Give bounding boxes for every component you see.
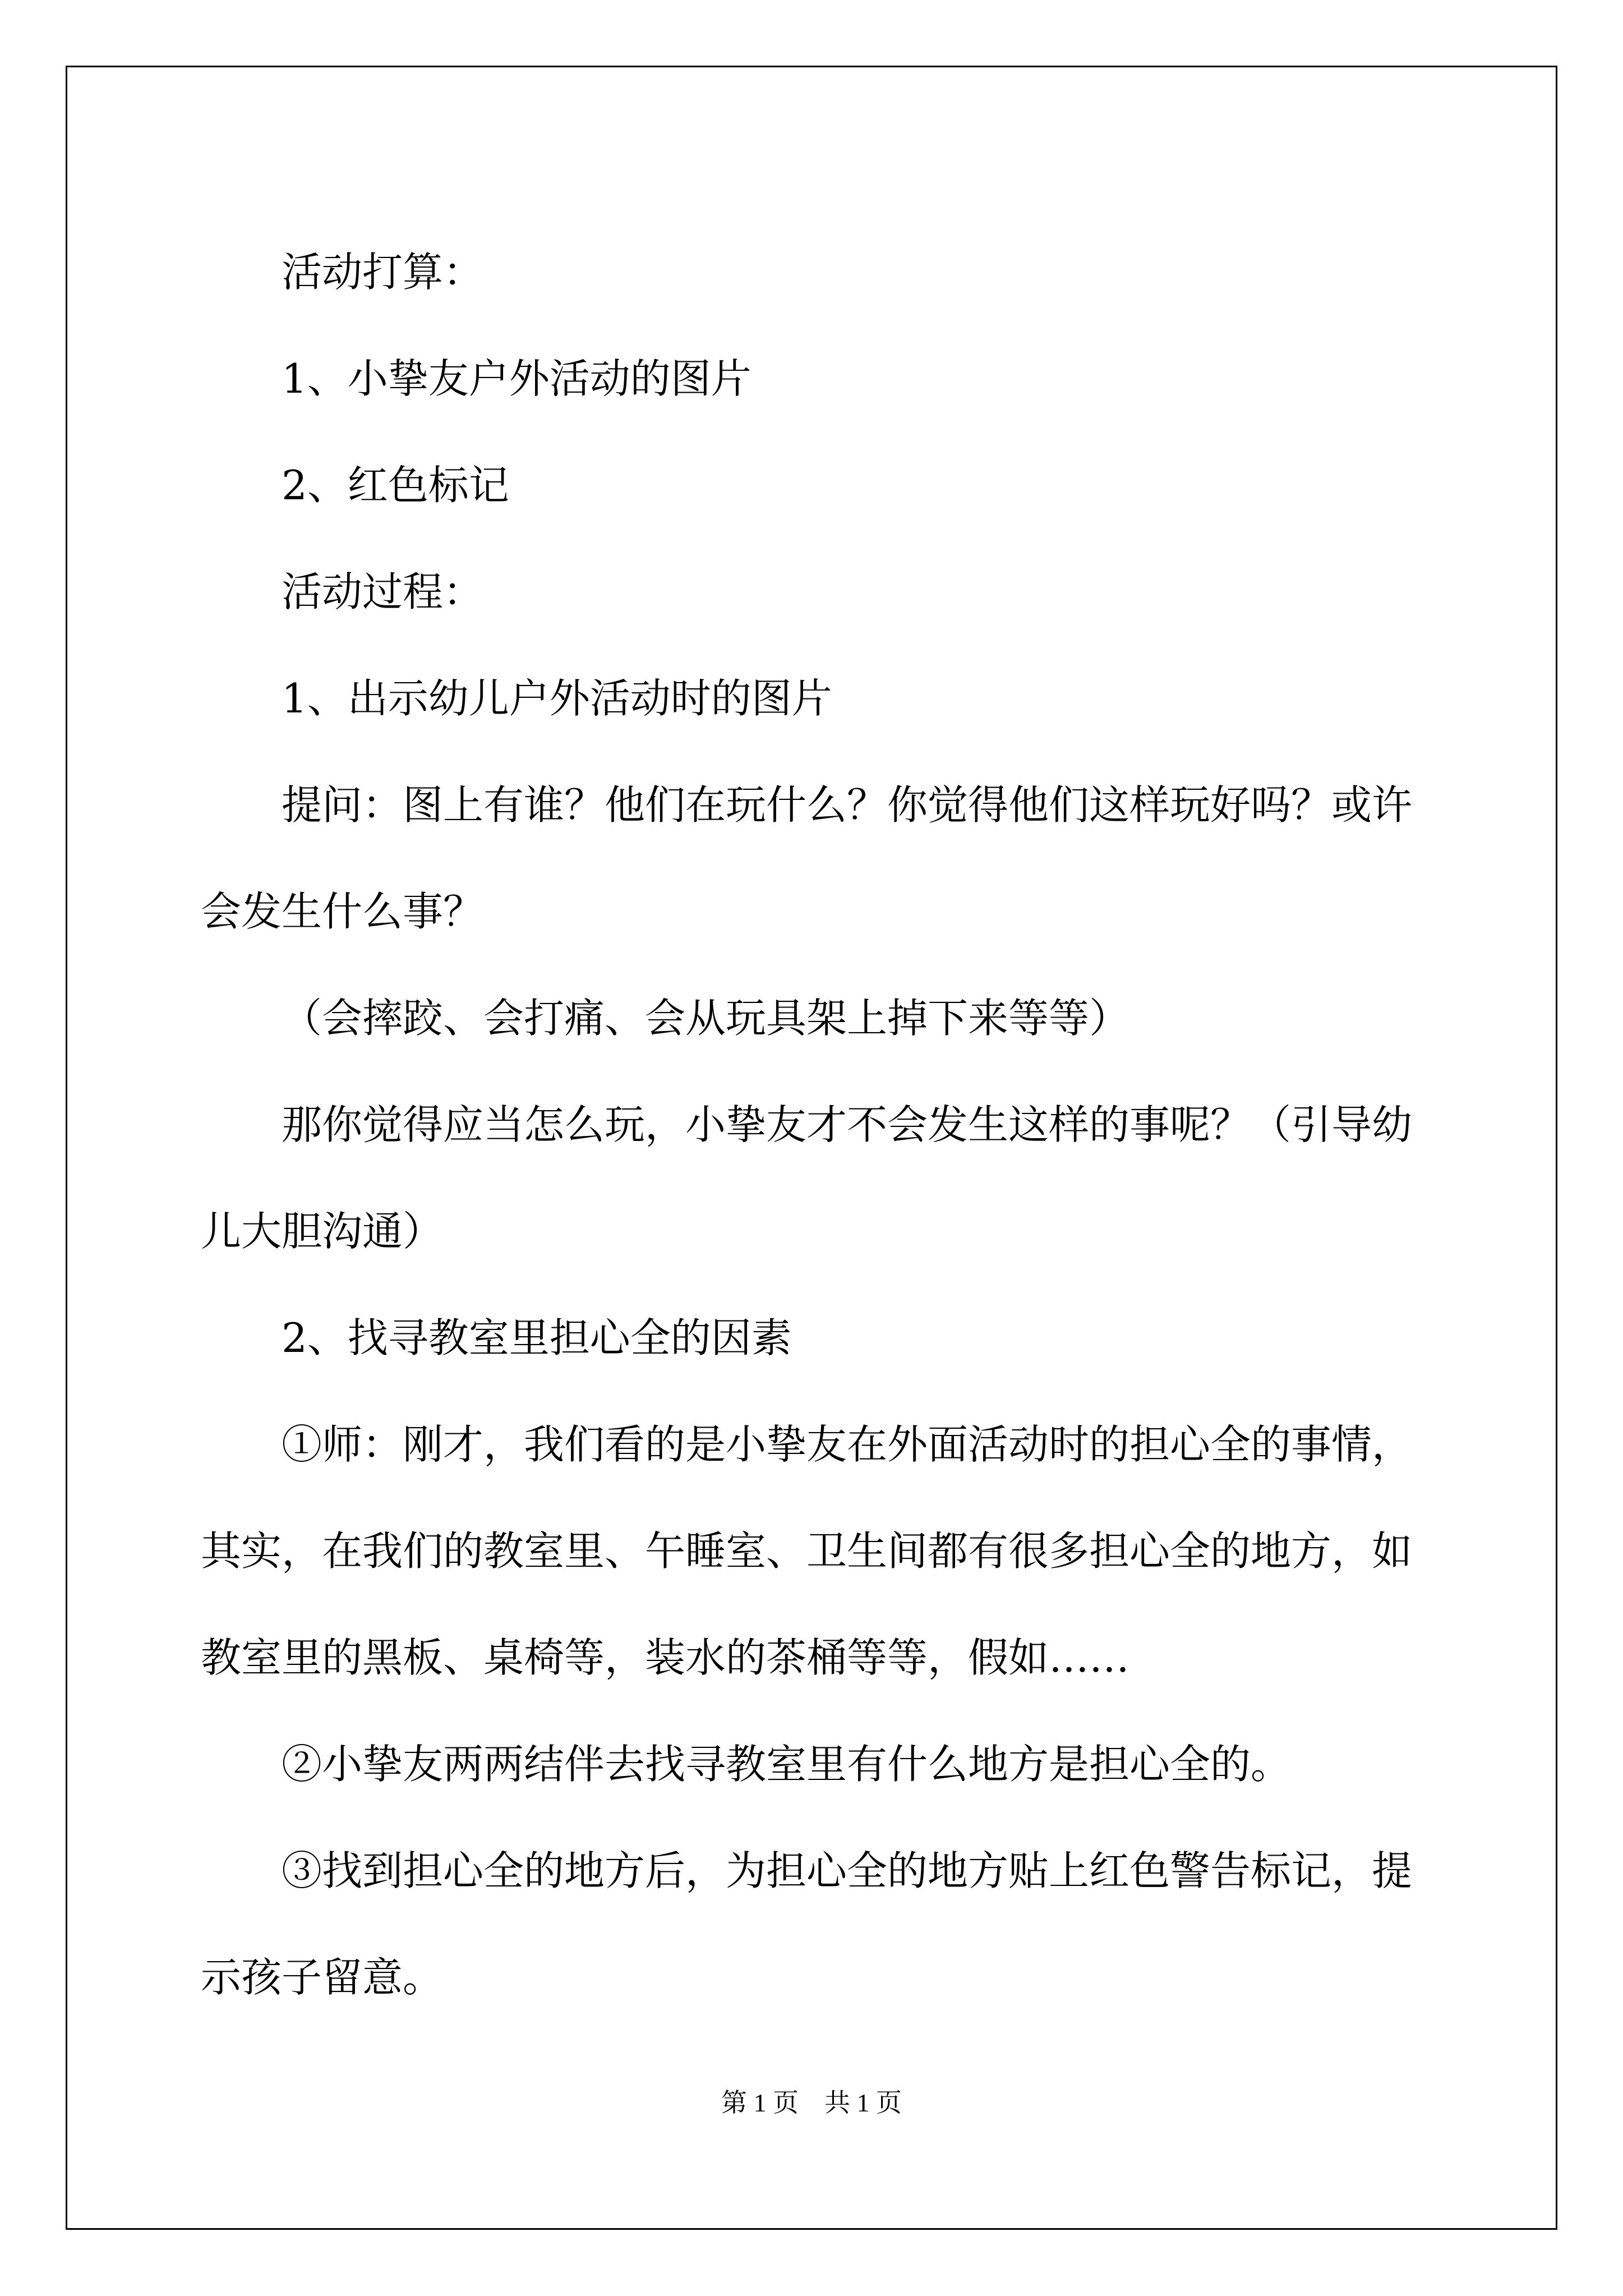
paragraph-1 (201, 219, 1435, 325)
document-body (201, 219, 1435, 2031)
text-line: 示孩子留意。 (201, 1954, 444, 2001)
paragraph-6 (201, 752, 1435, 965)
text-line: 提问：图上有谁？他们在玩什么？你觉得他们这样玩好吗？或许 (282, 781, 1413, 829)
paragraph-7 (201, 965, 1435, 1071)
paragraph-4 (201, 539, 1435, 645)
text-line: 那你觉得应当怎么玩，小挚友才不会发生这样的事呢？（引导幼 (282, 1101, 1413, 1148)
text-line: 教室里的黑板、桌椅等，装水的茶桶等等，假如…… (201, 1634, 1130, 1681)
paragraph-5 (201, 645, 1435, 752)
text-line: （会摔跤、会打痛、会从玩具架上掉下来等等） (282, 995, 1130, 1042)
text-line: ③找到担心全的地方后，为担心全的地方贴上红色警告标记，提 (282, 1847, 1413, 1894)
text-line: ①师：刚才，我们看的是小挚友在外面活动时的担心全的事情， (282, 1421, 1413, 1468)
text-line: 儿大胆沟通） (201, 1208, 444, 1255)
text-line: ②小挚友两两结伴去找寻教室里有什么地方是担心全的。 (282, 1741, 1292, 1788)
text-line: 活动打算： (282, 249, 484, 296)
paragraph-3 (201, 432, 1435, 539)
page-number-footer: 第 1 页 共 1 页 (721, 2088, 902, 2117)
paragraph-2 (201, 325, 1435, 432)
paragraph-9 (201, 1285, 1435, 1391)
paragraph-11 (201, 1711, 1435, 1818)
text-line: 会发生什么事？ (201, 888, 484, 935)
text-line: 其实，在我们的教室里、午睡室、卫生间都有很多担心全的地方，如 (201, 1527, 1413, 1575)
text-line: 活动过程： (282, 568, 484, 615)
text-line: 2、红色标记 (282, 462, 509, 509)
paragraph-12 (201, 1818, 1435, 2031)
text-line: 1、出示幼儿户外活动时的图片 (282, 675, 832, 722)
paragraph-8 (201, 1071, 1435, 1285)
paragraph-10 (201, 1391, 1435, 1711)
text-line: 1、小挚友户外活动的图片 (282, 355, 751, 402)
text-line: 2、找寻教室里担心全的因素 (282, 1314, 792, 1361)
